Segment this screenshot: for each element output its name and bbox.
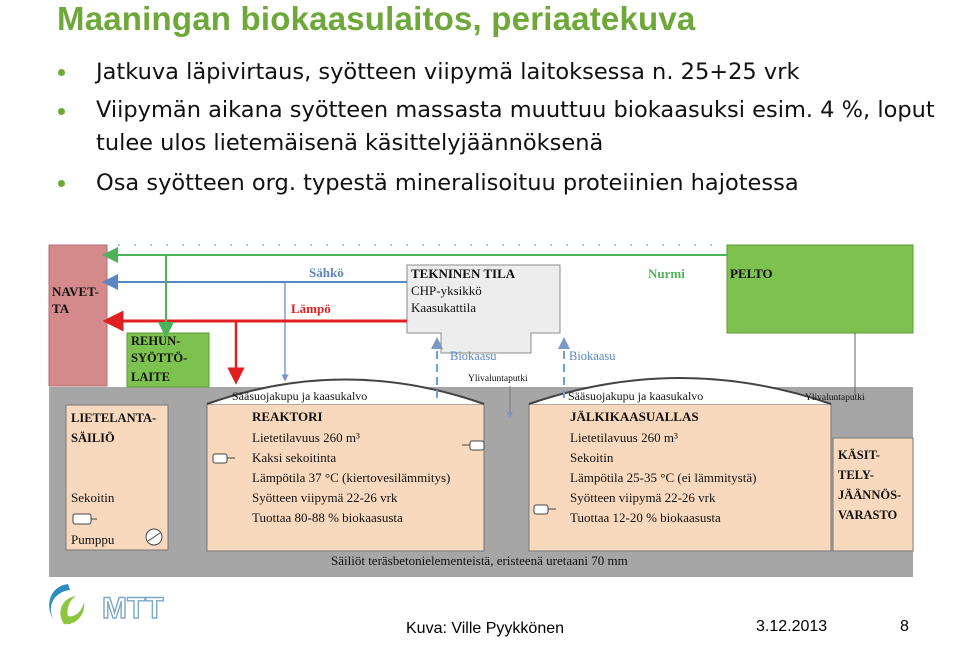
biogas-label-right: Biokaasu <box>569 349 616 363</box>
tank-detail-line: Lietetilavuus 260 m³ <box>252 430 360 445</box>
logo-leaf-icon <box>60 596 84 624</box>
heat-label: Lämpö <box>291 301 331 316</box>
tank-detail-line: Lietetilavuus 260 m³ <box>570 430 678 445</box>
slurry-tank-label: LIETELANTA-SÄILIÖ <box>71 411 157 445</box>
tank-detail-line: Kaksi sekoitinta <box>252 450 337 465</box>
reactor-dome-label: Sääsuojakupu ja kaasukalvo <box>232 389 368 403</box>
gas-boiler-label: Kaasukattila <box>411 300 476 315</box>
tank-detail-line: Tuottaa 12-20 % biokaasusta <box>570 510 721 525</box>
post-digester-dome-label: Sääsuojakupu ja kaasukalvo <box>568 389 704 403</box>
tank-detail-line: Lämpötila 25-35 °C (ei lämmitystä) <box>570 470 757 485</box>
bullet-text: Jatkuva läpivirtaus, syötteen viipymä laitoksessa n. 25+25 vrk <box>96 59 800 85</box>
logo-text: MTT <box>102 592 164 625</box>
technical-room-title: TEKNINEN TILA <box>411 266 516 281</box>
pump-icon <box>146 529 162 545</box>
tank-detail-line: Syötteen viipymä 22-26 vrk <box>252 490 398 505</box>
tank-construction-note: Säiliöt teräsbetonielementeistä, eristeenä uretaani 70 mm <box>331 553 628 568</box>
post-digester-title: JÄLKIKAASUALLAS <box>570 409 699 424</box>
slurry-tank <box>66 405 168 550</box>
tank-detail-line: Tuottaa 80-88 % biokaasusta <box>252 510 403 525</box>
tank-detail-line: Lämpötila 37 °C (kiertovesilämmitys) <box>252 470 451 485</box>
slurry-pump-label: Pumppu <box>71 532 115 547</box>
feeder-label: REHUN-SYÖTTÖ-LAITE <box>131 334 188 384</box>
mtt-logo <box>40 578 190 638</box>
tank-detail-line: Sekoitin <box>570 450 614 465</box>
image-credit: Kuva: Ville Pyykkönen <box>406 620 565 637</box>
bullet-text: Viipymän aikana syötteen massasta muuttuu biokaasuksi esim. 4 %, loput tulee ulos lietemäisenä käsittelyjäännöksenä <box>96 97 935 156</box>
tank-detail-line: Syötteen viipymä 22-26 vrk <box>570 490 716 505</box>
bullet-text: Osa syötteen org. typestä mineralisoituu proteiinien hajotessa <box>96 170 799 196</box>
digestate-storage-label: KÄSIT-TELY-JÄÄNNÖS-VARASTO <box>838 448 902 522</box>
overflow-pipe-label: Ylivaluntaputki <box>468 374 528 384</box>
slurry-mixer-label: Sekoitin <box>71 490 115 505</box>
slide-title: Maaningan biokaasulaitos, periaatekuva <box>57 0 696 37</box>
page-number: 8 <box>900 618 909 635</box>
reactor-title: REAKTORI <box>252 409 323 424</box>
biogas-label-left: Biokaasu <box>450 349 497 363</box>
pelto-label: PELTO <box>730 266 773 281</box>
chp-unit-label: CHP-yksikkö <box>411 283 482 298</box>
overflow-pipe-label: Ylivaluntaputki <box>805 393 865 403</box>
navetta-label: NAVET-TA <box>52 284 99 316</box>
electricity-label: Sähkö <box>309 265 344 280</box>
nurmi-label: Nurmi <box>648 266 685 281</box>
slide-date: 3.12.2013 <box>756 618 828 635</box>
pelto-field <box>727 245 913 333</box>
